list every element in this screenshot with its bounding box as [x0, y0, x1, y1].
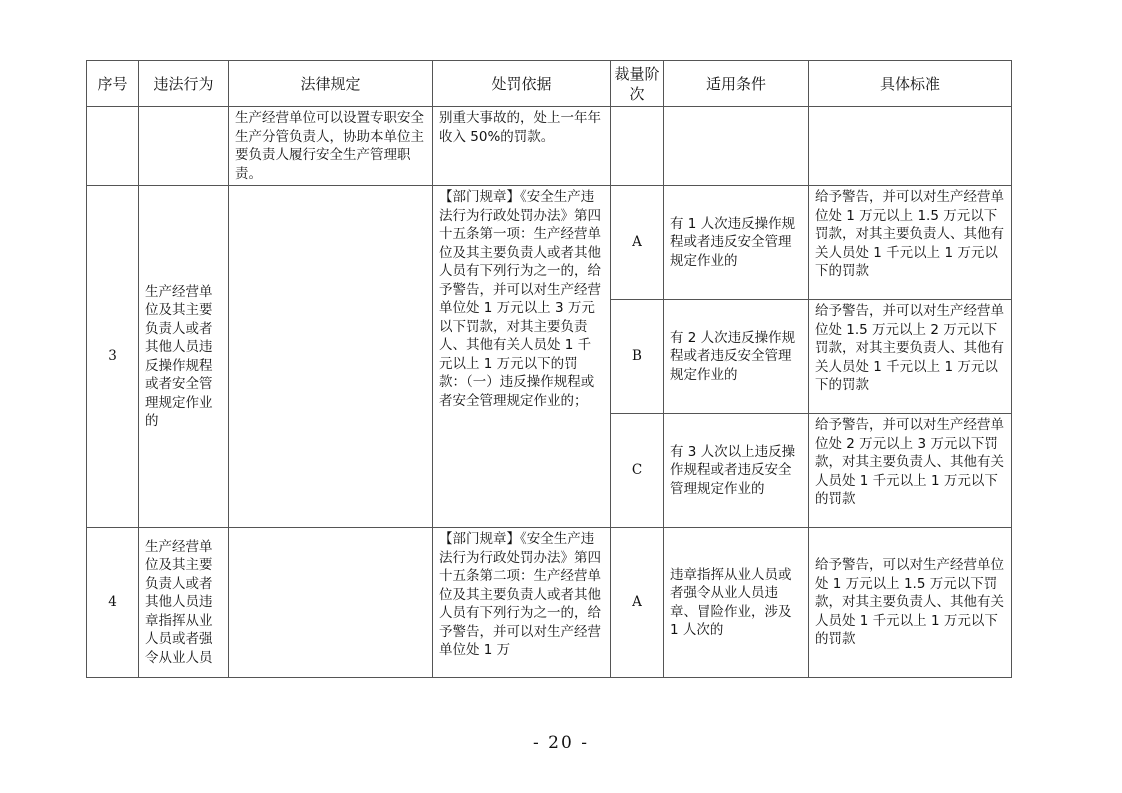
header-law: 法律规定 — [229, 61, 433, 107]
table-row-3a — [87, 186, 1012, 300]
cell-level-3c: C — [611, 414, 664, 528]
cell-basis: 别重大事故的，处上一年年收入 50%的罚款。 — [433, 107, 611, 186]
cell-standard-3a: 给予警告，并可以对生产经营单位处 1 万元以上 1.5 万元以下罚款，对其主要负责人、其他有关人员处 1 千元以上 1 万元以下的罚款 — [809, 186, 1012, 300]
cell-standard-3b: 给予警告，并可以对生产经营单位处 1.5 万元以上 2 万元以下罚款，对其主要负责人、其他有关人员处 1 千元以上 1 万元以下的罚款 — [809, 300, 1012, 414]
cell-standard-4: 给予警告，可以对生产经营单位处 1 万元以上 1.5 万元以下罚款，对其主要负责人、其他有关人员处 1 千元以上 1 万元以下的罚款 — [809, 528, 1012, 678]
header-basis: 处罚依据 — [433, 61, 611, 107]
cell-law: 生产经营单位可以设置专职安全生产分管负责人，协助本单位主要负责人履行安全生产管理职责。 — [229, 107, 433, 186]
cell-level — [611, 107, 664, 186]
cell-condition-3a: 有 1 人次违反操作规程或者违反安全管理规定作业的 — [664, 186, 809, 300]
header-violation: 违法行为 — [139, 61, 229, 107]
cell-violation — [139, 107, 229, 186]
cell-seq — [87, 107, 139, 186]
cell-violation-4: 生产经营单位及其主要负责人或者其他人员违章指挥从业人员或者强令从业人员 — [139, 528, 229, 678]
cell-condition-3b: 有 2 人次违反操作规程或者违反安全管理规定作业的 — [664, 300, 809, 414]
cell-standard-3c: 给予警告，并可以对生产经营单位处 2 万元以上 3 万元以下罚款，对其主要负责人、其他有关人员处 1 千元以上 1 万元以下的罚款 — [809, 414, 1012, 528]
cell-condition-3c: 有 3 人次以上违反操作规程或者违反安全管理规定作业的 — [664, 414, 809, 528]
cell-condition-4: 违章指挥从业人员或者强令从业人员违章、冒险作业，涉及 1 人次的 — [664, 528, 809, 678]
cell-law-3 — [229, 186, 433, 528]
cell-standard — [809, 107, 1012, 186]
header-level: 裁量阶次 — [611, 61, 664, 107]
penalty-standards-table — [86, 60, 1012, 678]
cell-basis-4: 【部门规章】《安全生产违法行为行政处罚办法》第四十五条第二项：生产经营单位及其主要负责人或者其他人员有下列行为之一的，给予警告，并可以对生产经营单位处 1 万 — [433, 528, 611, 678]
header-seq: 序号 — [87, 61, 139, 107]
table-row-continued — [87, 107, 1012, 186]
cell-basis-3: 【部门规章】《安全生产违法行为行政处罚办法》第四十五条第一项：生产经营单位及其主要负责人或者其他人员有下列行为之一的，给予警告，并可以对生产经营单位处 1 万元以上 3 万元以下罚款，对其主要负责人、其他有关人员处 1 千元以上 1 万元以下的罚款：（一）违反操作规程或者安全管理规定作业的； — [433, 186, 611, 528]
cell-condition — [664, 107, 809, 186]
cell-law-4 — [229, 528, 433, 678]
header-row — [87, 61, 1012, 107]
table-row-4 — [87, 528, 1012, 678]
header-standard: 具体标准 — [809, 61, 1012, 107]
cell-seq-3: 3 — [87, 186, 139, 528]
page-number: - 20 - — [533, 733, 589, 753]
header-condition: 适用条件 — [664, 61, 809, 107]
cell-level-3b: B — [611, 300, 664, 414]
cell-seq-4: 4 — [87, 528, 139, 678]
cell-violation-3: 生产经营单位及其主要负责人或者其他人员违反操作规程或者安全管理规定作业的 — [139, 186, 229, 528]
cell-level-3a: A — [611, 186, 664, 300]
cell-level-4: A — [611, 528, 664, 678]
